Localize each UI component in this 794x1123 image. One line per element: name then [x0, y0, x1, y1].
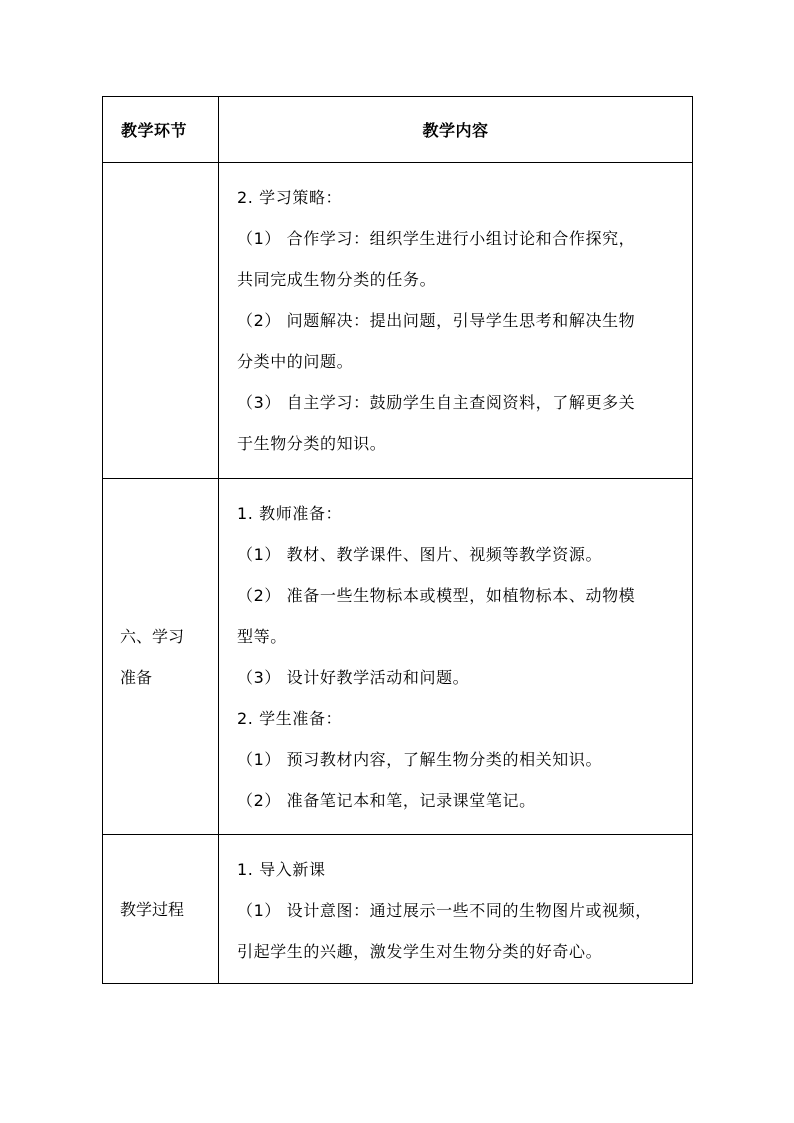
content-line: （3） 自主学习：鼓励学生自主查阅资料，了解更多关: [237, 393, 636, 412]
content-line: 1. 教师准备：: [237, 504, 343, 523]
stage-label-line: 教学过程: [120, 899, 185, 919]
content-line: （1） 预习教材内容，了解生物分类的相关知识。: [237, 750, 603, 769]
stage-label-line: 六、学习: [120, 626, 185, 646]
content-line: 2. 学生准备：: [237, 709, 343, 728]
table-header-row: [103, 97, 693, 163]
stage-label-cell: [103, 835, 219, 984]
content-line: 于生物分类的知识。: [237, 434, 387, 453]
lesson-plan-table: [102, 96, 693, 984]
content-line: 引起学生的兴趣，激发学生对生物分类的好奇心。: [237, 942, 603, 961]
header-teaching-stage: 教学环节: [103, 97, 219, 163]
stage-label-cell: [103, 479, 219, 835]
content-line: 2. 学习策略：: [237, 188, 343, 207]
stage-label-cell: [103, 163, 219, 479]
content-line: 共同完成生物分类的任务。: [237, 270, 437, 289]
content-cell: [219, 163, 693, 479]
table-row: [103, 163, 693, 479]
content-line: （1） 设计意图：通过展示一些不同的生物图片或视频，: [237, 901, 652, 920]
content-cell: [219, 835, 693, 984]
content-line: （3） 设计好教学活动和问题。: [237, 668, 470, 687]
stage-label-line: 准备: [120, 667, 153, 687]
table-row: [103, 835, 693, 984]
content-line: （2） 准备一些生物标本或模型，如植物标本、动物模: [237, 586, 636, 605]
content-line: （1） 教材、教学课件、图片、视频等教学资源。: [237, 545, 603, 564]
content-line: （1） 合作学习：组织学生进行小组讨论和合作探究，: [237, 229, 636, 248]
content-line: （2） 问题解决：提出问题，引导学生思考和解决生物: [237, 311, 636, 330]
table-row: [103, 479, 693, 835]
content-cell: [219, 479, 693, 835]
content-line: 型等。: [237, 627, 287, 646]
content-line: （2） 准备笔记本和笔，记录课堂笔记。: [237, 791, 536, 810]
content-line: 分类中的问题。: [237, 352, 354, 371]
content-line: 1. 导入新课: [237, 860, 326, 879]
header-teaching-content: 教学内容: [219, 97, 693, 163]
